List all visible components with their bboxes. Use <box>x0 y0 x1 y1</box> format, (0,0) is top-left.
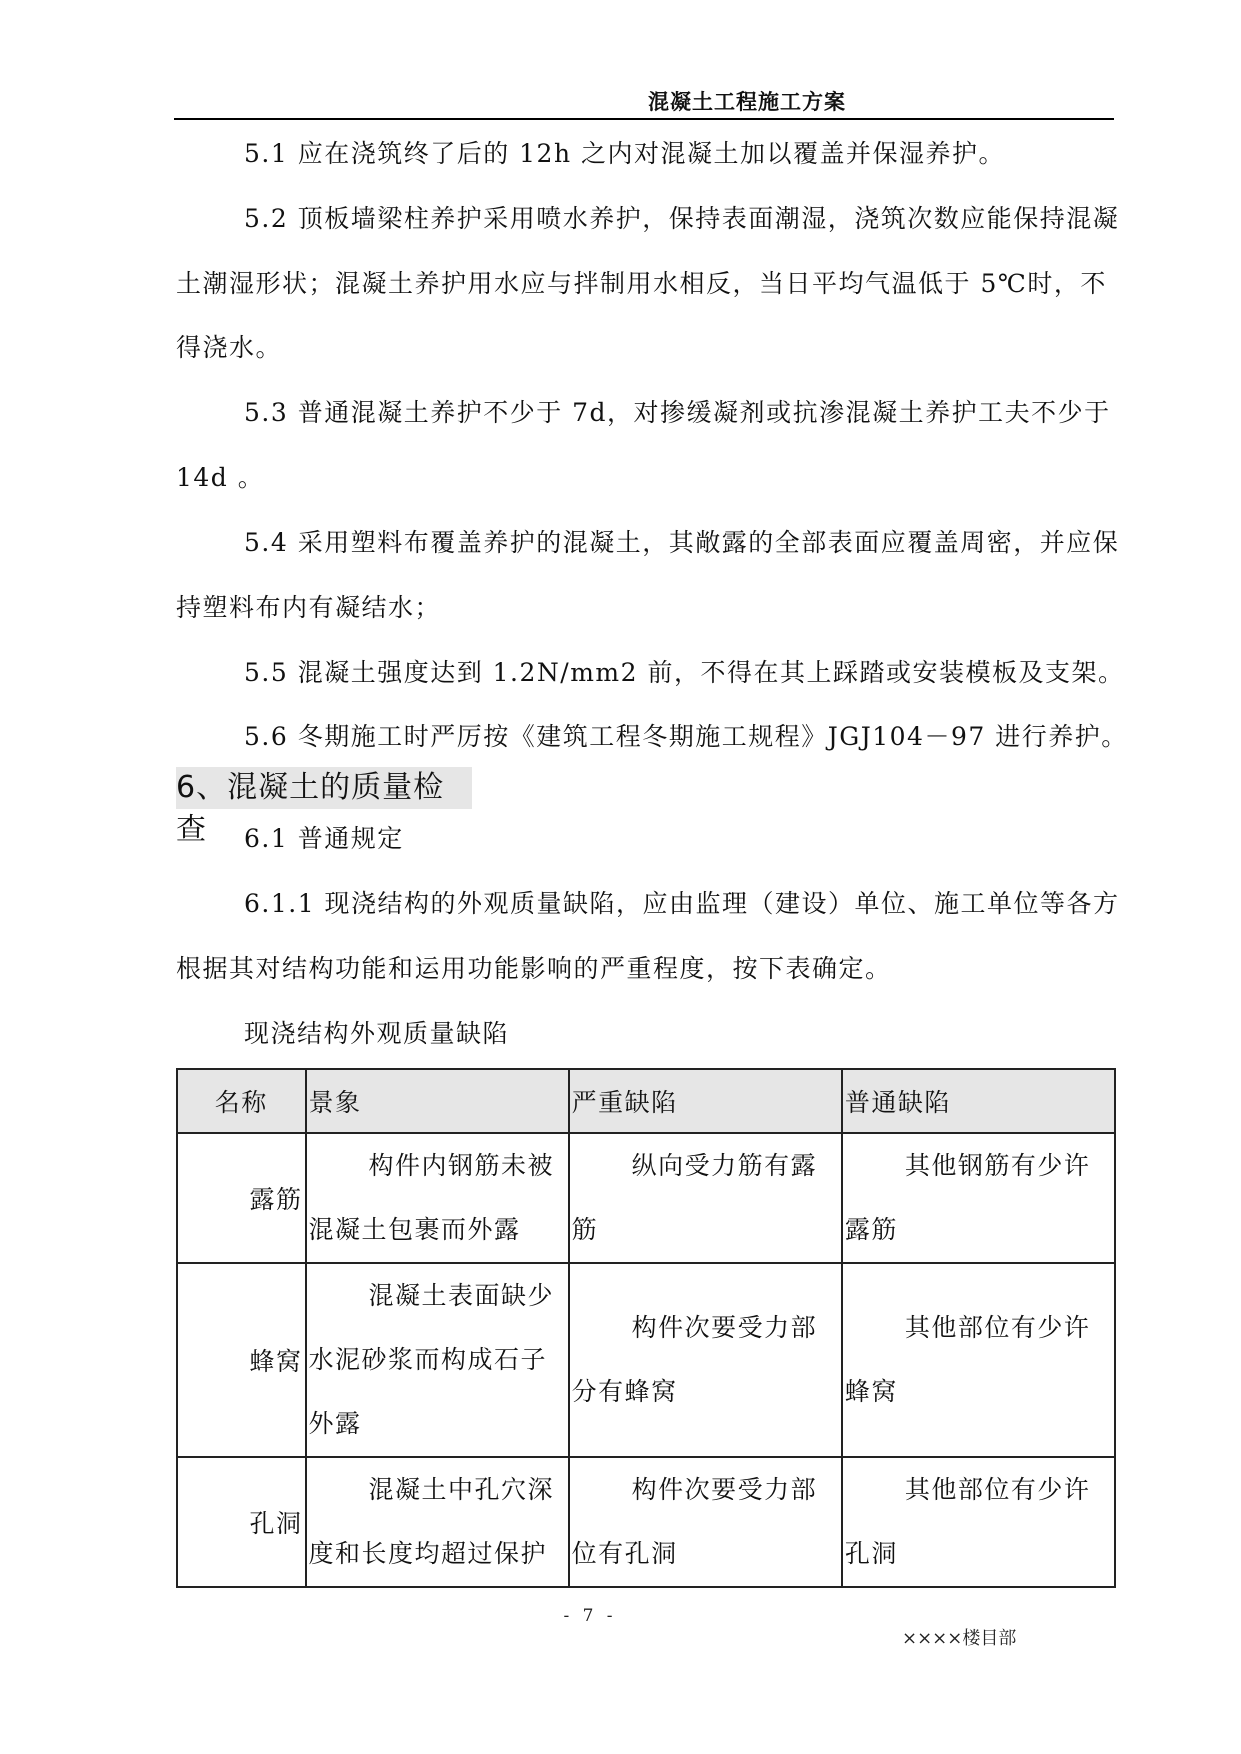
header-cell-name: 名称 <box>177 1069 306 1133</box>
paragraph-5-2-line-1: 5.2 顶板墙梁柱养护采用喷水养护，保持表面潮湿，浇筑次数应能保持混凝 <box>244 204 1120 233</box>
page-number: - 7 - <box>563 1606 617 1626</box>
cell-text: 其他钢筋有少许露筋 <box>844 1151 1091 1244</box>
paragraph-5-2-line-3: 得浇水。 <box>176 333 283 362</box>
subsection-6-1: 6.1 普通规定 <box>244 824 404 853</box>
defect-name-cell: 露筋 <box>177 1133 306 1263</box>
paragraph-5-4-line-1: 5.4 采用塑料布覆盖养护的混凝土，其敞露的全部表面应覆盖周密，并应保 <box>244 528 1120 557</box>
paragraph-5-4-line-2: 持塑料布内有凝结水； <box>176 593 442 622</box>
paragraph-5-3-line-2: 14d 。 <box>176 463 265 492</box>
header-cell-serious-defect: 严重缺陷 <box>569 1069 842 1133</box>
defect-name-cell: 孔洞 <box>177 1457 306 1587</box>
cell-text: 混凝土中孔穴深度和长度均超过保护 <box>308 1475 555 1568</box>
defect-name-cell: 蜂窝 <box>177 1263 306 1457</box>
general-defect-cell <box>842 1457 1115 1587</box>
paragraph-6-1-1-line-2: 根据其对结构功能和运用功能影响的严重程度，按下表确定。 <box>176 954 892 983</box>
cell-text: 纵向受力筋有露筋 <box>571 1151 818 1244</box>
table-row <box>177 1263 1115 1457</box>
table-row <box>177 1457 1115 1587</box>
cell-text: 构件内钢筋未被混凝土包裹而外露 <box>308 1151 555 1244</box>
paragraph-5-3-line-1: 5.3 普通混凝土养护不少于 7d，对掺缓凝剂或抗渗混凝土养护工夫不少于 <box>244 398 1111 427</box>
cell-text: 构件次要受力部分有蜂窝 <box>571 1313 818 1406</box>
paragraph-5-6: 5.6 冬期施工时严厉按《建筑工程冬期施工规程》JGJ104－97 进行养护。 <box>244 722 1128 751</box>
general-defect-cell <box>842 1133 1115 1263</box>
defect-phenomenon-cell <box>306 1263 569 1457</box>
serious-defect-cell <box>569 1133 842 1263</box>
table-caption: 现浇结构外观质量缺陷 <box>244 1019 510 1048</box>
document-header-title: 混凝土工程施工方案 <box>648 90 846 114</box>
paragraph-5-1: 5.1 应在浇筑终了后的 12h 之内对混凝土加以覆盖并保湿养护。 <box>244 139 1006 168</box>
paragraph-5-5: 5.5 混凝土强度达到 1.2N/mm2 前，不得在其上踩踏或安装模板及支架。 <box>244 658 1125 687</box>
header-cell-general-defect: 普通缺陷 <box>842 1069 1115 1133</box>
cell-text: 构件次要受力部位有孔洞 <box>571 1475 818 1568</box>
defect-phenomenon-cell <box>306 1133 569 1263</box>
cell-text: 其他部位有少许蜂窝 <box>844 1313 1091 1406</box>
footer-department: ××××楼目部 <box>902 1628 1017 1649</box>
header-divider <box>174 118 1114 120</box>
cell-text: 混凝土表面缺少水泥砂浆而构成石子外露 <box>308 1281 555 1438</box>
table-row <box>177 1133 1115 1263</box>
paragraph-5-2-line-2: 土潮湿形状；混凝土养护用水应与拌制用水相反，当日平均气温低于 5℃时，不 <box>176 269 1107 298</box>
header-cell-phenomenon: 景象 <box>306 1069 569 1133</box>
table-header-row <box>177 1069 1115 1133</box>
general-defect-cell <box>842 1263 1115 1457</box>
paragraph-6-1-1-line-1: 6.1.1 现浇结构的外观质量缺陷，应由监理（建设）单位、施工单位等各方 <box>244 889 1120 918</box>
section-heading-quality-check: 6、混凝土的质量检查 <box>176 767 472 809</box>
serious-defect-cell <box>569 1263 842 1457</box>
cell-text: 其他部位有少许孔洞 <box>844 1475 1091 1568</box>
defects-table <box>176 1068 1116 1588</box>
defect-phenomenon-cell <box>306 1457 569 1587</box>
serious-defect-cell <box>569 1457 842 1587</box>
